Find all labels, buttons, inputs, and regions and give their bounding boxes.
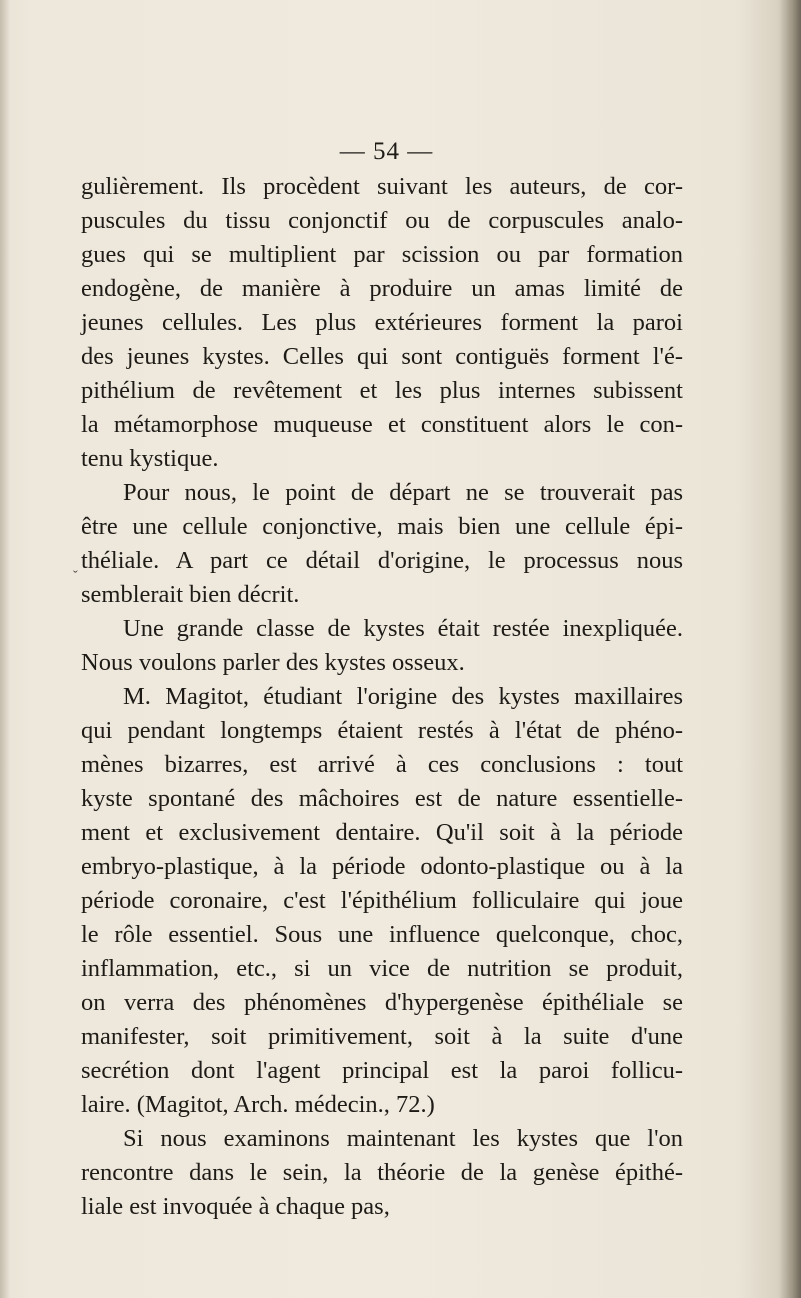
text-line: période coronaire, c'est l'épithélium folliculaire qui joue — [81, 887, 683, 914]
text-line: liale est invoquée à chaque pas, — [81, 1193, 390, 1220]
text-line: mènes bizarres, est arrivé à ces conclusions : tout — [81, 751, 683, 778]
text-line: tenu kystique. — [81, 445, 219, 472]
page-number: — 54 — — [339, 138, 434, 165]
text-line: kyste spontané des mâchoires est de nature essentielle- — [81, 785, 683, 812]
text-line: embryo-plastique, à la période odonto-plastique ou à la — [81, 853, 683, 880]
text-line: gues qui se multiplient par scission ou par formation — [81, 241, 683, 268]
text-line: endogène, de manière à produire un amas limité de — [81, 275, 683, 302]
page-left-edge-shadow — [0, 0, 10, 1298]
page-right-edge-shadow — [779, 0, 801, 1298]
text-line: secrétion dont l'agent principal est la paroi follicu- — [81, 1057, 683, 1084]
text-line: la métamorphose muqueuse et constituent alors le con- — [81, 411, 683, 438]
text-line: on verra des phénomènes d'hypergenèse épithéliale se — [81, 989, 683, 1016]
margin-mark: ˇ — [73, 569, 78, 584]
text-line: gulièrement. Ils procèdent suivant les auteurs, de cor- — [81, 173, 683, 200]
text-line: semblerait bien décrit. — [81, 581, 300, 608]
text-line: Nous voulons parler des kystes osseux. — [81, 649, 465, 676]
text-line: Une grande classe de kystes était restée inexpliquée. — [123, 615, 683, 642]
text-line: des jeunes kystes. Celles qui sont contiguës forment l'é- — [81, 343, 683, 370]
text-line: Si nous examinons maintenant les kystes que l'on — [123, 1125, 683, 1152]
text-line: théliale. A part ce détail d'origine, le processus nous — [81, 547, 683, 574]
text-line: Pour nous, le point de départ ne se trouverait pas — [123, 479, 683, 506]
text-line: M. Magitot, étudiant l'origine des kystes maxillaires — [123, 683, 683, 710]
text-line: qui pendant longtemps étaient restés à l'état de phéno- — [81, 717, 683, 744]
text-line: puscules du tissu conjonctif ou de corpuscules analo- — [81, 207, 683, 234]
text-line: manifester, soit primitivement, soit à la suite d'une — [81, 1023, 683, 1050]
text-line: rencontre dans le sein, la théorie de la genèse épithé- — [81, 1159, 683, 1186]
text-line: ment et exclusivement dentaire. Qu'il soit à la période — [81, 819, 683, 846]
text-line: le rôle essentiel. Sous une influence quelconque, choc, — [81, 921, 683, 948]
text-line: être une cellule conjonctive, mais bien une cellule épi- — [81, 513, 683, 540]
text-line: inflammation, etc., si un vice de nutrition se produit, — [81, 955, 683, 982]
text-line: laire. (Magitot, Arch. médecin., 72.) — [81, 1091, 435, 1118]
text-line: jeunes cellules. Les plus extérieures forment la paroi — [81, 309, 683, 336]
text-line: pithélium de revêtement et les plus internes subissent — [81, 377, 683, 404]
